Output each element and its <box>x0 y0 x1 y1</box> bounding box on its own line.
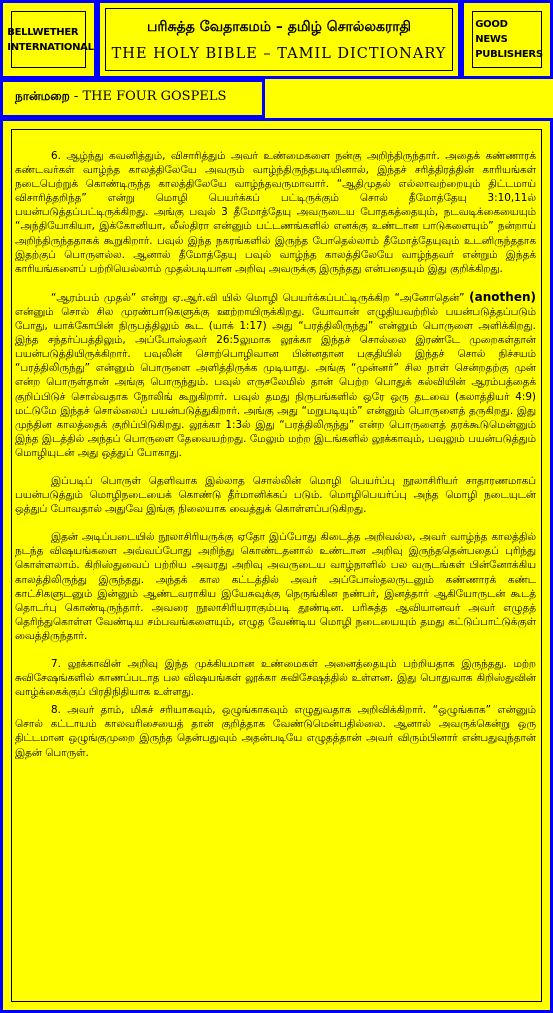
paragraph-anothen <box>15 290 536 460</box>
goodnews-logo-line1: GOOD NEWS <box>475 19 508 45</box>
paragraph-translation: இப்படிப் பொருள் தெளிவாக இல்லாத சொல்லின் மொழி பெயர்ப்பு நூலாசிரியர் சாதாரணமாகப் பயன்படுத்தும் மொழிநடையைக் கொண்டு தீர்மானிக்கப் படும். மொழிபெயர்ப்பு அந்த மொழி நடையுடன் ஒத்துப் போவதால் அதுவே இங்கு நிலையாக வைத்துக் கொள்ளப்படுகிறது. <box>15 474 536 516</box>
title-frame <box>105 8 453 71</box>
section-heading-english: - THE FOUR GOSPELS <box>69 89 227 104</box>
paragraph-7: 7. லூக்காவின் அறிவு இந்த முக்கியமான உண்மைகள் அனைத்தையும் பற்றியதாக இருந்தது. மற்ற சுவிசேஷங்களில் காணப்படாத பல விஷயங்கள் லூக்கா சுவிசேஷத்தில் உள்ளன. இது பொதுவாக கிறிஸ்துவின் வாழ்க்கைக்குப் பிரதிநிதியாக உள்ளது. <box>15 658 536 699</box>
title-tamil: பரிசுத்த வேதாகமம் – தமிழ் சொல்லகராதி <box>147 19 411 35</box>
section-heading-box <box>0 79 265 118</box>
content-panel <box>0 118 553 1013</box>
goodnews-logo <box>472 11 542 68</box>
bellwether-logo-line2: INTERNATIONAL <box>7 41 94 53</box>
goodnews-logo-box <box>461 0 553 79</box>
paragraph-8: 8. அவர் தாம், மிகச் சரியாகவும், ஒழுங்காகவும் எழுதுவதாக அறிவிக்கிறார். “ஒழுங்காக” என்னும் சொல் கட்டாயம் காலவரிசையைத் தான் குறித்தாக வேண்டுமென்பதில்லை. ஆனால் அவருக்கென்று ஒரு திட்டமான ஒழுங்குமுறை இருந்த தென்பதுவும் அதன்படியே எழுதத்தான் அவர் விரும்பினார் என்பதுவுந்தான் இதன் பொருள். <box>15 704 536 759</box>
bellwether-logo <box>7 11 94 68</box>
goodnews-logo-line2: PUBLISHERS <box>475 49 543 60</box>
section-heading-tamil: நான்மறை <box>15 89 70 103</box>
section-heading <box>15 89 226 105</box>
title-banner <box>97 0 461 79</box>
bellwether-logo-box <box>0 0 97 79</box>
title-english: THE HOLY BIBLE – TAMIL DICTIONARY <box>111 46 447 62</box>
paragraph-anothen-lead: “ஆரம்பம் முதல்” என்று ஏ.ஆர்.வி யில் மொழி பெயர்க்கப்பட்டிருக்கிற “அனோதென்” <box>51 291 465 304</box>
bellwether-logo-line1: BELLWETHER <box>7 26 79 38</box>
article-body <box>15 149 536 774</box>
term-anothen: (anothen) <box>469 289 536 304</box>
paragraph-knowledge: இதன் அடிப்படையில் நூலாசிரியருக்கு ஏதோ இப்போது கிடைத்த அறிவல்ல, அவர் வாழ்ந்த காலத்தில் நடந்த விஷயங்களை அவ்வப்போது அறிந்து கொண்டதனால் உண்டான அறிவு இருந்ததென்பதைப் புரிந்து கொள்ளலாம். கிறிஸ்துவைப் பற்றிய அவரது அறிவு அவருடைய வாழ்நாளில் பல வருடங்கள் பின்னோக்கிய காலத்திலிருந்து இருந்தது. அந்தக் கால கட்டத்தில் அவர் அப்போஸ்தலருடனும் கண்ணாரக் கண்ட காட்சிகளுடனும் இன்னும் ஆண்டவராகிய இயேசுவுக்கு நெருங்கின நண்பர், இனத்தார் ஆகியோருடன் கூடத் தொடர்பு கொண்டிருந்தார். அவரை நூலாசிரியராகும்படி தூண்டின. பரிசுத்த ஆவியானவர் அவர் எழுதத் தெரிந்துகொள்ள வேண்டிய சம்பவங்களையும், எழுத வேண்டிய மொழி நடையையும் தமது கட்டுப்பாட்டுக்குள் வைத்திருந்தார். <box>15 531 536 642</box>
paragraph-anothen-body: என்னும் சொல் சில முரண்பாடுகளுக்கு ஊற்றாயிருக்கிறது. யோவான் எழுதியவற்றில் பயன்படுத்தப்படும் போது, யாக்கோபின் நிருபத்திலும் கூட (யாக் 1:17) அது “பரத்திலிருந்து” என்னும் பொருளை அளிக்கிறது. இந்த சந்தர்ப்பத்திலும், அப்போஸ்தலர் 26:5லுமாக லூக்கா இந்தச் சொல்லை இரண்டே முறைகள்தான் பயன்படுத்தியிருக்கிறார். பவுலின் சொற்பொழிவான பின்னதான பகுதியில் இந்தச் சொல் நிச்சயம் “பரத்திலிருந்து” என்னும் பொருளை அளித்திருக்க முடியாது. அங்கு “முன்னர்” சில நாள் சென்றதற்கு முன் என்ற பொருள்தான் அங்கு பொருந்தும். பவுல் எருசலேமில் தான் பெற்ற பொதுக் கல்வியின் ஆரம்பத்தைக் குறிப்பிடுச் சொல்வதாக நோலிங் கூறுகிறார். பவுல் தமது நிருபங்களில் ஒரே ஒரு தடவை (கலாத்தியர் 4:9) மட்டுமே இந்தச் சொல்லைப் பயன்படுத்துகிறார். அங்கு அது “மறுபடியும்” என்னும் பொருளைத் தருகிறது. இது முந்தின காலத்தைக் குறிப்பிடுகிறது. லூக்கா 1:3ல் இது “பரத்திலிருந்து” என்ற பொருளைத் தரக்கூடுமென்னும் இந்த இடத்தில் அந்தப் பொருளை தேவையற்றது. மேலும் மற்ற இடங்களில் லூக்காவும், பவுலும் பயன்படுத்தும் மொழியுடன் அது ஒத்துப் போகாது. <box>15 305 536 459</box>
paragraph-6: 6. ஆழ்ந்து கவனித்தும், விசாரித்தும் அவர் உண்மைகளை நன்கு அறிந்திருந்தார். அதைக் கண்ணாரக் கண்டவர்கள் வாழ்ந்த காலத்திலேயே அவரும் வாழ்ந்திருந்தபடியினால், இந்தச் சரித்திரத்தின் காரியங்கள் நடைபெற்றுக் கொண்டிருந்த காலத்திலேயே வாழ்ந்தவருமாவார். “ஆதிமுதல் எல்லாவற்றையும் திட்டமாய் விசாரித்தறிந்த” என்று மொழி பெயர்க்கப் பட்டிருக்கும் சொல் தீமோத்தேயு 3:10,11ல் பயன்படுத்தப்பட்டிருக்கிறது. அங்கு பவுல் 3 தீமோத்தேயு அவருடைய போதகத்தையும், நடவடிக்கையையும் “அந்தியோகியா, இக்கோனியா, லீஸ்திரா என்னும் பட்டணங்களில் எனக்கு உண்டான பாடுகளையும்” நன்றாய் அறிந்திருந்ததாகக் கூறுகிறார். பவுல் இந்த நகரங்களில் இருந்த போதெல்லாம் தீமோத்தேயுவும் உடனிருந்ததாக இதற்குப் பொருளல்ல. ஆனால் தீமோத்தேயு பவுல் வாழ்ந்த காலத்திலேயே வாழ்ந்தவர் என்றும் இந்தக் காரியங்களைப் பற்றியெல்லாம் முதல்படியான அறிவு அவருக்கு இருந்தது என்பதையும் இது குறிக்கிறது. <box>15 150 536 275</box>
